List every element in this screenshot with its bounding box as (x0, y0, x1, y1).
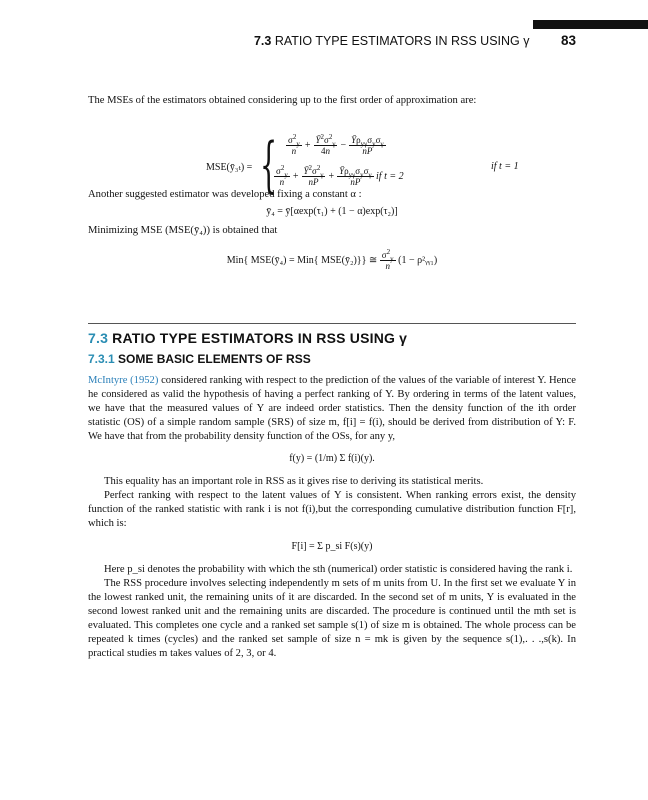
subsection-heading (88, 352, 311, 366)
header-bar (533, 20, 648, 29)
section-heading-number: 7.3 (88, 330, 109, 346)
paragraph-1 (88, 374, 576, 444)
subsection-heading-number: 7.3.1 (88, 352, 115, 366)
section-divider (88, 323, 576, 324)
section-heading (88, 330, 407, 346)
estimator-equation: ȳ₄ = ȳ[αexp(τ₁) + (1 − α)exp(τ₂)] (266, 206, 398, 217)
paragraph-4: Here p_si denotes the probability with which the sth (numerical) order statistic is considered having the rank i. (104, 564, 573, 575)
section-heading-title: RATIO TYPE ESTIMATORS IN RSS USING γ (112, 330, 408, 346)
condition-2: if t = 2 (376, 170, 404, 182)
subsection-heading-title: SOME BASIC ELEMENTS OF RSS (118, 352, 311, 366)
minimizing-text: Minimizing MSE (MSE(ȳ₄)) is obtained that (88, 225, 278, 236)
paragraph-1-text: considered ranking with respect to the prediction of the values of the variable of interest Y. Hence he considered as valid the hypothesis of having a perfect ranking of Y. By ordering in terms of the latent values, we have that the measured values of Y are indeed order statistics. Then the density function of the ith order statistic (OS) of a simple random sample (SRS) of size m, f[i] = f(i), should be derived from distribution of Y: F. We have that from the probability density function of the OSs, for any y, (88, 375, 576, 442)
paragraph-3: Perfect ranking with respect to the latent values of Y is consistent. When ranking errors exist, the density function of the ranked statistic with rank i is not f(i),but the corresponding cumulative distribution function F[r], which is: (88, 490, 576, 529)
paragraph-5: The RSS procedure involves selecting independently m sets of m units from U. In the first set we evaluate Y in the lowest ranked unit, the remaining units of it are discarded. In the second set of m units, Y is evaluated in the second lowest ranked unit and the remaining units are discarded. The procedure is continued until the mth set is evaluated. This completes one cycle and a ranked set sample s(1) of size m is obtained. The whole process can be repeated k times (cycles) and the ranked set sample of size n = mk is given by the sequence s(1),. . .,s(k). In practical studies m takes values of 2, 3, or 4. (88, 578, 576, 659)
running-head-title: RATIO TYPE ESTIMATORS IN RSS USING γ (274, 34, 530, 48)
page-number: 83 (560, 33, 576, 48)
intro-text: The MSEs of the estimators obtained considering up to the first order of approximation are: (88, 95, 477, 106)
mse-case-1: $\frac{\sigma^2_y}{n}$ + $\frac{Ȳ^2\sigma^2_\gamma}{4n}$ − $\frac{Ȳ\rho_{y\gamma}\sigma_y\sigma_\gamma}{nP}$ (288, 133, 384, 156)
citation-link[interactable]: McIntyre (1952) (88, 375, 159, 386)
left-brace: { (260, 130, 278, 200)
running-head-section-number: 7.3 (253, 34, 272, 48)
paragraph-2: This equality has an important role in RSS as it gives rise to deriving its statistical merits. (104, 476, 484, 487)
density-equation: f(y) = (1/m) Σ f(i)(y). (289, 453, 375, 464)
cdf-equation: F[i] = Σ p_si F(s)(y) (291, 541, 373, 552)
another-estimator-text: Another suggested estimator was developed fixing a constant α : (88, 189, 362, 200)
min-equation: Min{ MSE(ȳ₄) = Min{ MSE(ȳ₂)}} ≅ $\frac{\sigma^2_y}{n}$ (1 − ρ²ᵧᵧ₁) (226, 248, 438, 271)
running-head (0, 33, 576, 48)
body-content (88, 374, 576, 661)
mse-label: MSE(ȳ₃ₜ) = (206, 162, 253, 173)
min-equation-lhs: Min{ MSE(ȳ₄) = Min{ MSE(ȳ₂)}} ≅ (226, 254, 378, 266)
top-content (88, 94, 576, 285)
mse-case-2: $\frac{\sigma^2_y}{n}$ + $\frac{Ȳ^2\sigma^2_\gamma}{nP}$ + $\frac{Ȳ\rho_{y\gamma}\sigma_y\sigma_\gamma}{nP}$ if t = 2 (276, 164, 404, 187)
condition-1: if t = 1 (491, 161, 519, 172)
min-equation-rhs: (1 − ρ²ᵧᵧ₁) (398, 254, 438, 266)
